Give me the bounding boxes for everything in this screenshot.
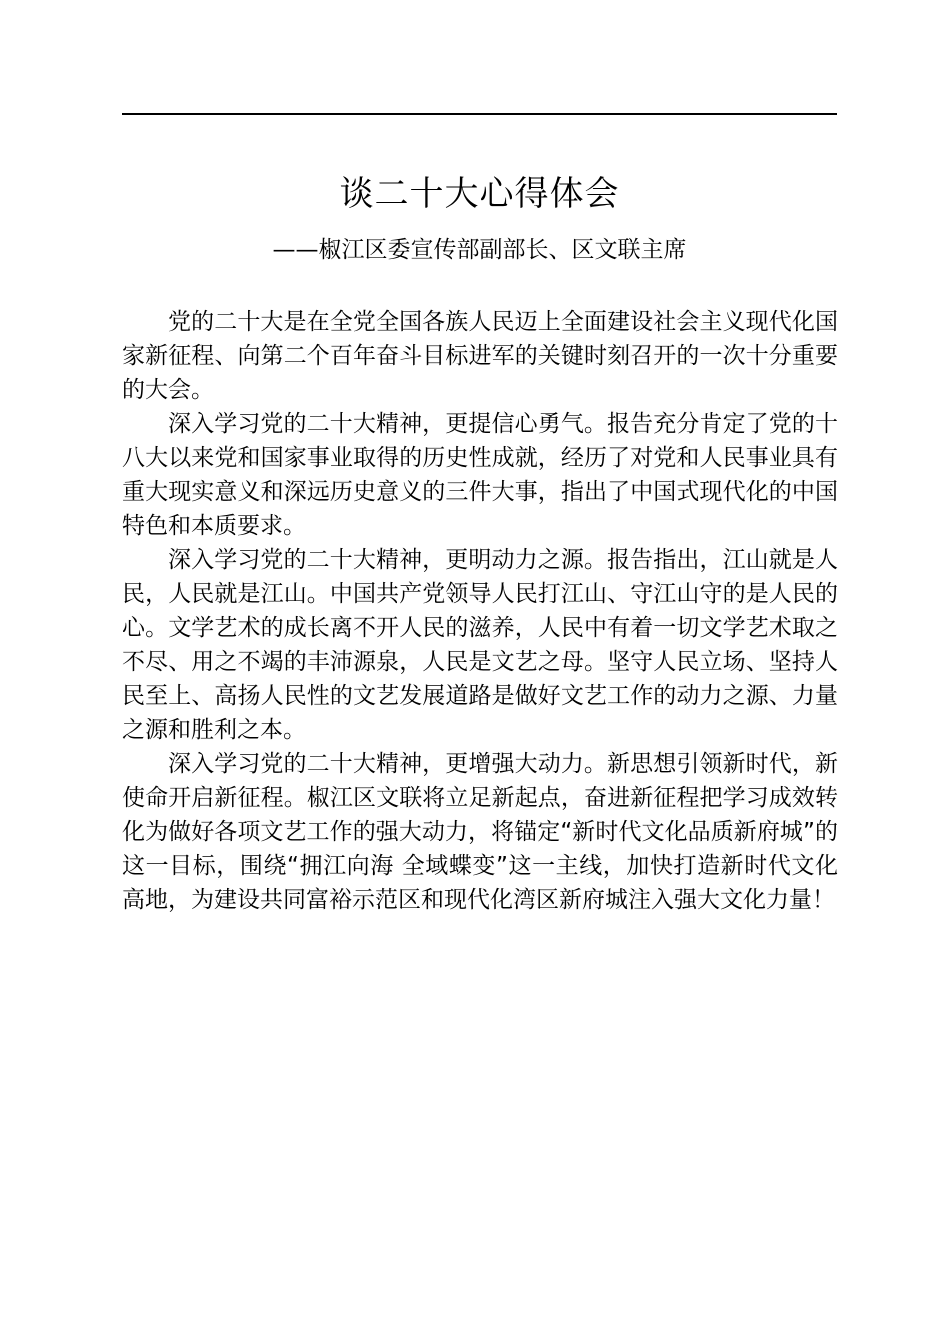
paragraph: 深入学习党的二十大精神，更明动力之源。报告指出，江山就是人民，人民就是江山。中国共产党领导人民打江山、守江山守的是人民的心。文学艺术的成长离不开人民的滋养，人民中有着一切文学艺术取之不尽、用之不竭的丰沛源泉，人民是文艺之母。坚守人民立场、坚持人民至上、高扬人民性的文艺发展道路是做好文艺工作的动力之源、力量之源和胜利之本。 xyxy=(122,547,838,743)
paragraph: 深入学习党的二十大精神，更增强大动力。新思想引领新时代，新使命开启新征程。椒江区文联将立足新起点，奋进新征程把学习成效转化为做好各项文艺工作的强大动力，将锚定“新时代文化品质新府城”的这一目标，围绕“拥江向海 全域蝶变”这一主线，加快打造新时代文化高地，为建设共同富裕示范区和现代化湾区新府城注入强大文化力量！ xyxy=(122,751,838,913)
paragraph: 深入学习党的二十大精神，更提信心勇气。报告充分肯定了党的十八大以来党和国家事业取得的历史性成就，经历了对党和人民事业具有重大现实意义和深远历史意义的三件大事，指出了中国式现代化的中国特色和本质要求。 xyxy=(122,411,838,539)
header-rule xyxy=(122,113,837,115)
document-body xyxy=(122,305,838,917)
paragraph: 党的二十大是在全党全国各族人民迈上全面建设社会主义现代化国家新征程、向第二个百年奋斗目标进军的关键时刻召开的一次十分重要的大会。 xyxy=(122,309,838,403)
document-title: 谈二十大心得体会 xyxy=(339,174,620,214)
document-subtitle: ——椒江区委宣传部副部长、区文联主席 xyxy=(272,237,687,263)
